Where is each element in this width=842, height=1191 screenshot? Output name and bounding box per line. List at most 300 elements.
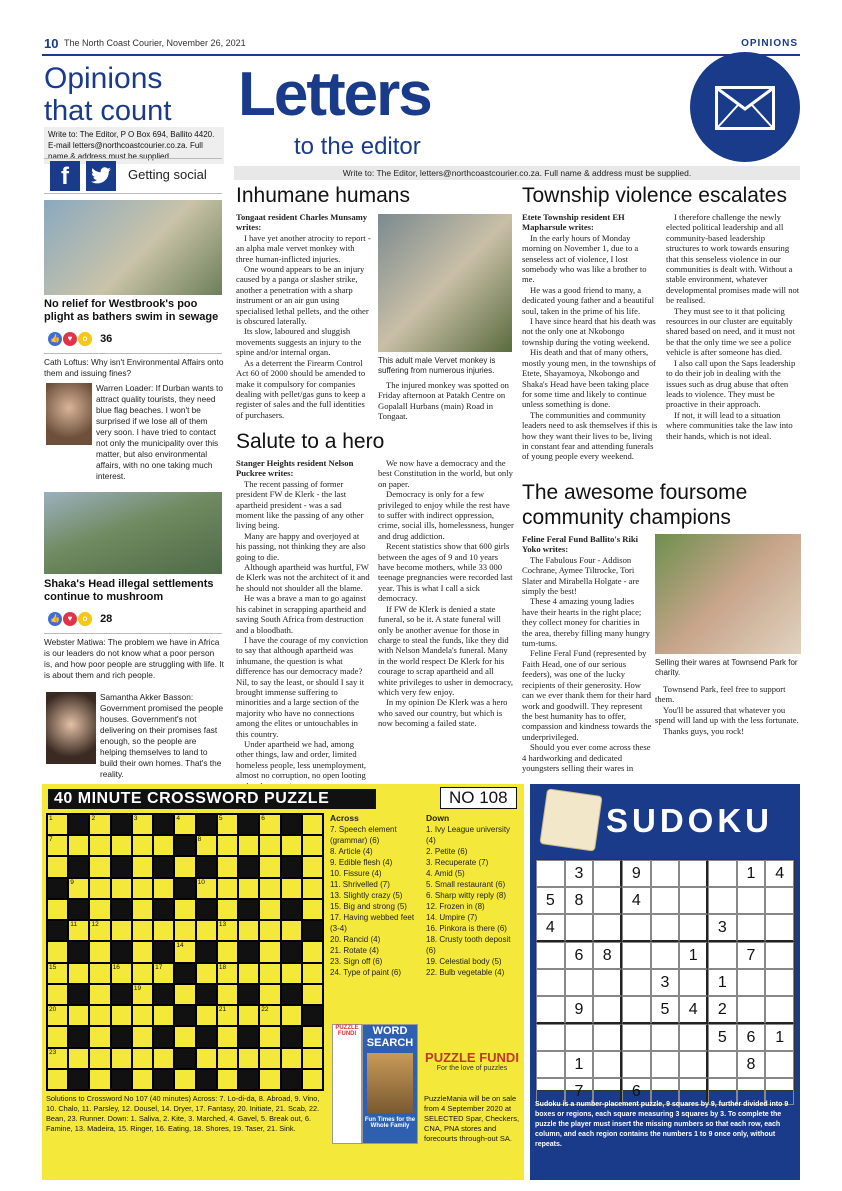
crossword-cell[interactable]: 3 bbox=[132, 814, 153, 835]
puzzle-fundi-logo bbox=[424, 1050, 520, 1072]
sudoku-cell[interactable] bbox=[622, 942, 651, 969]
sudoku-cell[interactable]: 4 bbox=[765, 860, 794, 887]
paragraph: Should you ever come across these 4 hardworking and dedicated youngsters selling their wares in bbox=[522, 742, 651, 773]
paragraph: The Fabulous Four - Addison Cochrane, Aymee Tiltrocke, Tori Slater and Mirabella Holgate - are simply the best! bbox=[522, 554, 640, 597]
crossword-cell[interactable] bbox=[238, 878, 259, 899]
crossword-cell[interactable]: 8 bbox=[196, 835, 217, 856]
sudoku-cell[interactable]: 1 bbox=[708, 969, 737, 996]
sudoku-cell[interactable]: 1 bbox=[565, 1051, 594, 1078]
sudoku-cell[interactable] bbox=[679, 1024, 708, 1051]
sudoku-cell[interactable]: 5 bbox=[651, 996, 680, 1024]
letters-write-to: Write to: The Editor, letters@northcoastcourier.co.za. Full name & address must be supplied. bbox=[234, 166, 800, 180]
book-subtitle: Fun Times for the Whole Family bbox=[364, 1117, 416, 1129]
sudoku-cell[interactable] bbox=[651, 1051, 680, 1078]
sudoku-cell[interactable] bbox=[651, 942, 680, 969]
crossword-cell[interactable] bbox=[302, 899, 323, 920]
crossword-cell[interactable]: 18 bbox=[217, 963, 238, 984]
sudoku-cell[interactable]: 6 bbox=[737, 1024, 766, 1051]
crossword-cell[interactable] bbox=[259, 856, 280, 877]
crossword-block bbox=[153, 941, 174, 962]
sudoku-cell[interactable] bbox=[651, 914, 680, 942]
sudoku-cell[interactable] bbox=[593, 887, 622, 914]
sidebar-title: Opinions bbox=[44, 62, 163, 95]
paragraph: In the early hours of Monday morning on November 1, due to a senseless act of violence, I lost somebody who was like a brother to me. bbox=[522, 232, 647, 285]
paragraph: If FW de Klerk is denied a state funeral, so be it. A state funeral will only be another avenue for those in charge to steal the funds, like they did with Nelson Mandela's funeral. Many in the world respect De Klerk for his courage to scrap apartheid and all white privileges to usher in democracy, which very few enjoy. bbox=[378, 603, 513, 697]
crossword-cell[interactable] bbox=[89, 1026, 110, 1047]
crossword-cell[interactable] bbox=[217, 1048, 238, 1069]
crossword-cell[interactable] bbox=[259, 1048, 280, 1069]
sudoku-cell[interactable] bbox=[679, 860, 708, 887]
crossword-cell[interactable] bbox=[238, 920, 259, 941]
crossword-cell[interactable] bbox=[111, 920, 132, 941]
crossword-cell[interactable] bbox=[47, 856, 68, 877]
crossword-cell[interactable] bbox=[111, 1005, 132, 1026]
crossword-block bbox=[238, 941, 259, 962]
crossword-cell[interactable] bbox=[89, 1005, 110, 1026]
story2-headline[interactable]: Shaka's Head illegal settlements continue to mushroom bbox=[44, 578, 214, 603]
crossword-cell[interactable] bbox=[238, 963, 259, 984]
crossword-cell[interactable] bbox=[132, 920, 153, 941]
crossword-cell[interactable] bbox=[89, 878, 110, 899]
crossword-block bbox=[111, 1069, 132, 1090]
crossword-cell[interactable] bbox=[281, 835, 302, 856]
sudoku-cell[interactable]: 2 bbox=[708, 996, 737, 1024]
crossword-cell[interactable] bbox=[132, 941, 153, 962]
puzzlemania-promo: PuzzleMania will be on sale from 4 September 2020 at SELECTED Spar, Checkers, CNA, PNA stores and forecourts through-out SA. bbox=[424, 1094, 520, 1143]
crossword-grid[interactable] bbox=[46, 813, 324, 1091]
crossword-cell[interactable] bbox=[217, 1026, 238, 1047]
sudoku-cell[interactable] bbox=[593, 1051, 622, 1078]
crossword-cell[interactable]: 9 bbox=[68, 878, 89, 899]
down-list bbox=[426, 824, 522, 978]
sudoku-cell[interactable] bbox=[536, 860, 565, 887]
crossword-cell[interactable] bbox=[217, 899, 238, 920]
byline: Etete Township resident EH Mapharsule writes: bbox=[522, 212, 625, 233]
sudoku-cell[interactable] bbox=[651, 887, 680, 914]
article-inhumane-body bbox=[236, 212, 372, 420]
across-clue: 24. Type of paint (6) bbox=[330, 968, 402, 977]
sudoku-cell[interactable] bbox=[651, 1024, 680, 1051]
sudoku-cell[interactable] bbox=[737, 914, 766, 942]
sudoku-cell[interactable]: 3 bbox=[651, 969, 680, 996]
crossword-cell[interactable] bbox=[259, 963, 280, 984]
crossword-block bbox=[281, 856, 302, 877]
comment-webster: Webster Matiwa: The problem we have in Africa is our leaders do not know what a poor person is, and how poor people are struggling with life. It is about them and rich people. bbox=[44, 637, 224, 680]
paragraph: Under apartheid we had, among other things, law and order, limited homeless people, less unemployment, almost no corruption, no open looting bbox=[236, 738, 367, 781]
crossword-block bbox=[196, 1026, 217, 1047]
crossword-cell[interactable]: 14 bbox=[174, 941, 195, 962]
crossword-cell[interactable] bbox=[153, 1048, 174, 1069]
paragraph: Many are happy and overjoyed at his passing, not thinking they are also going to die. bbox=[236, 530, 366, 562]
story1-headline[interactable]: No relief for Westbrook's poo plight as bathers swim in sewage bbox=[44, 298, 219, 323]
article-inhumane-body-cont bbox=[378, 380, 514, 422]
down-clue: 16. Pinkora is there (6) bbox=[426, 924, 507, 933]
crossword-cell[interactable] bbox=[89, 963, 110, 984]
crossword-cell[interactable] bbox=[196, 920, 217, 941]
crossword-cell[interactable] bbox=[238, 1005, 259, 1026]
love-icon: ♥ bbox=[63, 612, 77, 626]
crossword-cell[interactable] bbox=[47, 941, 68, 962]
crossword-cell[interactable] bbox=[111, 878, 132, 899]
crossword-cell[interactable] bbox=[89, 1048, 110, 1069]
article-headline-salute: Salute to a hero bbox=[236, 430, 385, 453]
sudoku-cell[interactable] bbox=[679, 969, 708, 996]
sudoku-grid[interactable] bbox=[535, 859, 795, 1100]
crossword-cell[interactable] bbox=[89, 856, 110, 877]
crossword-cell[interactable]: 12 bbox=[89, 920, 110, 941]
across-clue: 11. Shrivelled (7) bbox=[330, 880, 390, 889]
down-clue: 22. Bulb vegetable (4) bbox=[426, 968, 505, 977]
sudoku-cell[interactable] bbox=[737, 887, 766, 914]
crossword-cell[interactable] bbox=[132, 1048, 153, 1069]
crossword-block bbox=[174, 1005, 195, 1026]
sudoku-title: SUDOKU bbox=[606, 802, 774, 839]
crossword-cell[interactable] bbox=[132, 1026, 153, 1047]
story2-reactions bbox=[48, 612, 112, 626]
sudoku-cell[interactable]: 6 bbox=[565, 942, 594, 969]
crossword-cell[interactable] bbox=[132, 899, 153, 920]
crossword-cell[interactable] bbox=[302, 963, 323, 984]
crossword-cell[interactable] bbox=[132, 856, 153, 877]
crossword-block bbox=[68, 856, 89, 877]
crossword-block bbox=[238, 814, 259, 835]
sudoku-cell[interactable]: 3 bbox=[565, 860, 594, 887]
sudoku-cell[interactable]: 5 bbox=[708, 1024, 737, 1051]
sudoku-cell[interactable] bbox=[737, 996, 766, 1024]
story1-reactions bbox=[48, 332, 112, 346]
crossword-cell[interactable] bbox=[174, 1026, 195, 1047]
crossword-block bbox=[111, 856, 132, 877]
crossword-cell[interactable]: 17 bbox=[153, 963, 174, 984]
down-clue: 12. Frozen in (8) bbox=[426, 902, 485, 911]
crossword-block bbox=[153, 984, 174, 1005]
letters-subtitle: to the editor bbox=[294, 133, 421, 160]
crossword-block bbox=[281, 899, 302, 920]
paragraph: Townsend Park, feel free to support them. bbox=[655, 684, 786, 705]
crossword-title: 40 MINUTE CROSSWORD PUZZLE bbox=[48, 789, 376, 809]
logo-tagline: For the love of puzzles bbox=[436, 1065, 508, 1072]
crossword-block bbox=[238, 899, 259, 920]
sudoku-cell[interactable]: 4 bbox=[622, 887, 651, 914]
sudoku-cell[interactable] bbox=[765, 1051, 794, 1078]
crossword-cell[interactable] bbox=[281, 963, 302, 984]
crossword-cell[interactable] bbox=[153, 920, 174, 941]
crossword-block bbox=[174, 963, 195, 984]
crossword-cell[interactable] bbox=[302, 984, 323, 1005]
crossword-cell[interactable]: 11 bbox=[68, 920, 89, 941]
crossword-cell[interactable] bbox=[132, 1005, 153, 1026]
sudoku-cell[interactable] bbox=[651, 860, 680, 887]
comment-warren bbox=[44, 383, 224, 481]
sudoku-cell[interactable]: 1 bbox=[737, 860, 766, 887]
crossword-block bbox=[302, 920, 323, 941]
crossword-cell[interactable]: 13 bbox=[217, 920, 238, 941]
crossword-cell[interactable] bbox=[132, 835, 153, 856]
down-clue: 5. Small restaurant (6) bbox=[426, 880, 506, 889]
sudoku-cell[interactable] bbox=[708, 860, 737, 887]
crossword-cell[interactable] bbox=[89, 899, 110, 920]
crossword-block bbox=[111, 899, 132, 920]
crossword-cell[interactable] bbox=[89, 1069, 110, 1090]
crossword-cell[interactable]: 10 bbox=[196, 878, 217, 899]
sudoku-cell[interactable] bbox=[622, 1051, 651, 1078]
crossword-cell[interactable]: 21 bbox=[217, 1005, 238, 1026]
westbrook-beach-photo bbox=[44, 200, 222, 295]
puzzle-fundi-book bbox=[332, 1024, 362, 1144]
down-clue: 2. Petite (6) bbox=[426, 847, 468, 856]
crossword-cell[interactable] bbox=[259, 984, 280, 1005]
crossword-cell[interactable] bbox=[217, 984, 238, 1005]
crossword-block bbox=[174, 835, 195, 856]
crossword-cell[interactable] bbox=[281, 1048, 302, 1069]
sudoku-cell[interactable] bbox=[565, 914, 594, 942]
crossword-cell[interactable] bbox=[47, 1026, 68, 1047]
crossword-cell[interactable] bbox=[153, 1005, 174, 1026]
paragraph: He was a good friend to many, a dedicated young father and a beautiful soul, taken in the prime of his life. bbox=[522, 284, 654, 316]
crossword-block bbox=[68, 1026, 89, 1047]
down-clues bbox=[426, 813, 522, 978]
crossword-cell[interactable] bbox=[174, 920, 195, 941]
crossword-cell[interactable] bbox=[174, 1069, 195, 1090]
sudoku-cell[interactable] bbox=[679, 887, 708, 914]
sudoku-cell[interactable]: 3 bbox=[708, 914, 737, 942]
sudoku-cell[interactable] bbox=[536, 969, 565, 996]
sudoku-cell[interactable] bbox=[765, 887, 794, 914]
across-list bbox=[330, 824, 422, 978]
crossword-cell[interactable] bbox=[89, 835, 110, 856]
crossword-block bbox=[153, 814, 174, 835]
crossword-cell[interactable] bbox=[217, 878, 238, 899]
sudoku-cell[interactable] bbox=[565, 1024, 594, 1051]
crossword-block bbox=[68, 941, 89, 962]
sudoku-cell[interactable] bbox=[765, 996, 794, 1024]
sudoku-cell[interactable] bbox=[679, 914, 708, 942]
crossword-cell[interactable] bbox=[174, 899, 195, 920]
paragraph: We now have a democracy and the best Constitution in the world, but only on paper. bbox=[378, 458, 513, 489]
crossword-cell[interactable] bbox=[47, 984, 68, 1005]
sudoku-cell[interactable]: 4 bbox=[536, 914, 565, 942]
letters-title: Letters bbox=[238, 60, 431, 129]
wow-icon: o bbox=[78, 332, 92, 346]
crossword-block bbox=[174, 878, 195, 899]
sudoku-cell[interactable] bbox=[593, 860, 622, 887]
sudoku-cell[interactable] bbox=[593, 1024, 622, 1051]
divider bbox=[44, 353, 222, 354]
crossword-cell[interactable] bbox=[217, 835, 238, 856]
crossword-cell[interactable]: 6 bbox=[259, 814, 280, 835]
getting-social-label: Getting social bbox=[128, 167, 207, 182]
crossword-cell[interactable]: 2 bbox=[89, 814, 110, 835]
facebook-icon[interactable]: f bbox=[50, 161, 80, 191]
crossword-cell[interactable]: 23 bbox=[47, 1048, 68, 1069]
comment-cath: Cath Loftus: Why isn't Environmental Affairs onto them and issuing fines? bbox=[44, 357, 224, 378]
sudoku-cell[interactable] bbox=[622, 1024, 651, 1051]
crossword-cell[interactable] bbox=[47, 899, 68, 920]
crossword-cell[interactable] bbox=[89, 941, 110, 962]
crossword-cell[interactable]: 5 bbox=[217, 814, 238, 835]
paragraph: If not, it will lead to a situation where communities take the law into their hands, which is not ideal. bbox=[666, 409, 793, 441]
divider bbox=[44, 633, 222, 634]
crossword-block bbox=[238, 1069, 259, 1090]
crossword-cell[interactable] bbox=[259, 1026, 280, 1047]
sudoku-cell[interactable]: 6 bbox=[622, 1078, 651, 1105]
crossword-cell[interactable]: 1 bbox=[47, 814, 68, 835]
byline: Stanger Heights resident Nelson Puckree writes: bbox=[236, 458, 354, 479]
crossword-cell[interactable] bbox=[302, 1069, 323, 1090]
paragraph: I have yet another atrocity to report - an alpha male vervet monkey with three human-inflicted injuries. bbox=[236, 232, 371, 264]
sudoku-cell[interactable] bbox=[708, 942, 737, 969]
paragraph: I therefore challenge the newly elected political leadership and all community-based leadership structures to work towards ensuring that this senseless violence in our communities is dealt with. Without a stable environment, whatever developmental promises made will not be realised. bbox=[666, 212, 800, 306]
crossword-cell[interactable] bbox=[302, 814, 323, 835]
sudoku-cell[interactable]: 8 bbox=[737, 1051, 766, 1078]
crossword-cell[interactable] bbox=[217, 1069, 238, 1090]
crossword-cell[interactable] bbox=[217, 856, 238, 877]
article-salute-body bbox=[236, 458, 370, 791]
crossword-cell[interactable]: 7 bbox=[47, 835, 68, 856]
crossword-cell[interactable] bbox=[174, 856, 195, 877]
crossword-cell[interactable] bbox=[302, 878, 323, 899]
crossword-cell[interactable] bbox=[174, 984, 195, 1005]
sudoku-cell[interactable] bbox=[737, 969, 766, 996]
paragraph: I also call upon the Saps leadership to do their job in dealing with the issues such as drug abuse that often leads to violence. They must be proactive in their approach. bbox=[666, 357, 796, 410]
sudoku-cell[interactable]: 4 bbox=[679, 996, 708, 1024]
down-clue: 3. Recuperate (7) bbox=[426, 858, 489, 867]
crossword-cell[interactable] bbox=[196, 1048, 217, 1069]
sudoku-cell[interactable] bbox=[622, 914, 651, 942]
sudoku-cell[interactable] bbox=[536, 996, 565, 1024]
sudoku-cell[interactable]: 5 bbox=[536, 887, 565, 914]
crossword-cell[interactable] bbox=[68, 1005, 89, 1026]
sudoku-cell[interactable]: 9 bbox=[622, 860, 651, 887]
crossword-cell[interactable] bbox=[281, 878, 302, 899]
crossword-cell[interactable] bbox=[68, 835, 89, 856]
sudoku-cell[interactable]: 7 bbox=[565, 1078, 594, 1105]
crossword-block bbox=[196, 856, 217, 877]
crossword-solution: Solutions to Crossword No 107 (40 minutes) Across: 7. Lo-di-da, 8. Abroad, 9. Vino, 10. Chalo, 11. Parsley, 12. Dousel, 14. Dryer, 17. Fantasy, 20. Initiate, 21. Scab, 22. Bean, 23. Runner. Down: 1. Saliva, 2. Kite, 3. Marched, 4. Gavel, 5. Break out, 6. Famine, 13. Madeira, 15. Ringer, 16. Eating, 18. Shores, 19. Taser, 21. Sink. bbox=[46, 1094, 320, 1133]
crossword-cell[interactable] bbox=[238, 835, 259, 856]
crossword-cell[interactable]: 4 bbox=[174, 814, 195, 835]
crossword-cell[interactable]: 19 bbox=[132, 984, 153, 1005]
paragraph: The recent passing of former president FW de Klerk - the last apartheid president - was a sad moment like the passing of any other living being. bbox=[236, 478, 364, 531]
sudoku-cell[interactable]: 9 bbox=[565, 996, 594, 1024]
crossword-cell[interactable] bbox=[259, 941, 280, 962]
crossword-cell[interactable] bbox=[111, 1048, 132, 1069]
crossword-cell[interactable] bbox=[153, 878, 174, 899]
crossword-cell[interactable] bbox=[111, 835, 132, 856]
paragraph: Thanks guys, you rock! bbox=[663, 725, 745, 736]
crossword-block bbox=[281, 1026, 302, 1047]
crossword-cell[interactable] bbox=[47, 1069, 68, 1090]
down-clue: 14. Umpire (7) bbox=[426, 913, 478, 922]
crossword-cell[interactable] bbox=[217, 941, 238, 962]
sudoku-cell[interactable] bbox=[765, 969, 794, 996]
across-clue: 13. Slightly crazy (5) bbox=[330, 891, 403, 900]
sudoku-cell[interactable] bbox=[536, 1051, 565, 1078]
crossword-cell[interactable] bbox=[302, 941, 323, 962]
sudoku-cell[interactable] bbox=[765, 914, 794, 942]
crossword-cell[interactable] bbox=[281, 1005, 302, 1026]
sudoku-cell[interactable] bbox=[765, 942, 794, 969]
crossword-cell[interactable] bbox=[153, 835, 174, 856]
logo-text: PUZZLE FUNDI bbox=[425, 1050, 519, 1065]
sudoku-cell[interactable] bbox=[536, 1024, 565, 1051]
sudoku-cell[interactable] bbox=[622, 996, 651, 1024]
crossword-cell[interactable] bbox=[281, 920, 302, 941]
crossword-cell[interactable] bbox=[132, 878, 153, 899]
crossword-cell[interactable] bbox=[89, 984, 110, 1005]
crossword-block bbox=[111, 984, 132, 1005]
paragraph: Democracy is only for a few privileged to enjoy while the rest have to suffer with indirect oppression, crime, social ills, homelessness, hunger and drug addiction. bbox=[378, 489, 514, 541]
crossword-number: NO 108 bbox=[440, 787, 517, 809]
crossword-block bbox=[153, 899, 174, 920]
article-foursome-body bbox=[522, 534, 652, 773]
paragraph: Recent statistics show that 600 girls between the ages of 9 and 10 years have become mothers, while 33 000 teenage pregnancies were recorded last year. This is what I call a sick democracy. bbox=[378, 541, 513, 604]
twitter-icon[interactable] bbox=[86, 161, 116, 191]
sudoku-cell[interactable]: 1 bbox=[679, 942, 708, 969]
sudoku-cell[interactable] bbox=[679, 1051, 708, 1078]
sudoku-cell[interactable]: 7 bbox=[737, 942, 766, 969]
across-clue: 7. Speech element (grammar) (6) bbox=[330, 825, 397, 845]
down-label: Down bbox=[426, 813, 450, 823]
crossword-cell[interactable]: 15 bbox=[47, 963, 68, 984]
crossword-cell[interactable] bbox=[132, 1069, 153, 1090]
across-clue: 10. Fissure (4) bbox=[330, 869, 382, 878]
sudoku-cell[interactable] bbox=[593, 969, 622, 996]
crossword-cell[interactable] bbox=[196, 1005, 217, 1026]
comment-warren-text: Warren Loader: If Durban wants to attract quality tourists, they need blue flag beaches. I won't be surprised if we lose all of them very soon. I have tried to contact not only the municipality over this matter, but also environmental affairs, with no one taking much interest. bbox=[96, 383, 223, 481]
crossword-cell[interactable] bbox=[196, 963, 217, 984]
sudoku-cell[interactable] bbox=[593, 914, 622, 942]
crossword-cell[interactable]: 16 bbox=[111, 963, 132, 984]
sidebar-write-to: Write to: The Editor, P O Box 694, Ballito 4420. E-mail letters@northcoastcourier.co.za. Full name & address must be supplied. bbox=[44, 127, 224, 164]
page-number: 10 bbox=[44, 36, 59, 51]
down-clue: 6. Sharp witty reply (8) bbox=[426, 891, 507, 900]
crossword-cell[interactable] bbox=[302, 1048, 323, 1069]
sudoku-cell[interactable] bbox=[708, 887, 737, 914]
sudoku-cell[interactable]: 8 bbox=[565, 887, 594, 914]
sudoku-cell[interactable]: 1 bbox=[765, 1024, 794, 1051]
crossword-cell[interactable] bbox=[302, 835, 323, 856]
like-icon: 👍 bbox=[48, 332, 62, 346]
sudoku-cell[interactable] bbox=[565, 969, 594, 996]
crossword-cell[interactable] bbox=[68, 1048, 89, 1069]
crossword-cell[interactable] bbox=[259, 878, 280, 899]
crossword-cell[interactable] bbox=[68, 963, 89, 984]
crossword-cell[interactable] bbox=[132, 963, 153, 984]
crossword-cell[interactable]: 20 bbox=[47, 1005, 68, 1026]
crossword-block bbox=[68, 814, 89, 835]
crossword-cell[interactable]: 22 bbox=[259, 1005, 280, 1026]
sudoku-cell[interactable] bbox=[536, 942, 565, 969]
photo-caption: Selling their wares at Townsend Park for charity. bbox=[655, 658, 798, 677]
sudoku-cell[interactable]: 8 bbox=[593, 942, 622, 969]
crossword-cell[interactable] bbox=[259, 1069, 280, 1090]
sudoku-cell[interactable] bbox=[593, 996, 622, 1024]
crossword-cell[interactable] bbox=[238, 1048, 259, 1069]
crossword-cell[interactable] bbox=[259, 920, 280, 941]
sudoku-cell[interactable] bbox=[622, 969, 651, 996]
photo-caption: This adult male Vervet monkey is suffering from numerous injuries. bbox=[378, 356, 496, 375]
crossword-cell[interactable] bbox=[259, 899, 280, 920]
sudoku-cell[interactable] bbox=[708, 1051, 737, 1078]
article-headline-foursome: The awesome foursome community champions bbox=[522, 481, 748, 529]
crossword-cell[interactable] bbox=[259, 835, 280, 856]
article-township-body bbox=[522, 212, 658, 462]
story2-reaction-count: 28 bbox=[100, 612, 113, 625]
crossword-cell[interactable] bbox=[302, 856, 323, 877]
crossword-cell[interactable] bbox=[302, 1026, 323, 1047]
paragraph: I have the courage of my conviction to say that although apartheid was inhumane, the question is what difference has our democracy made? Nil, to say the least, or should I say it brought immense suffering to minorities and a large section of the majority who have no connections among the elites or untouchables in this country. bbox=[236, 634, 369, 739]
